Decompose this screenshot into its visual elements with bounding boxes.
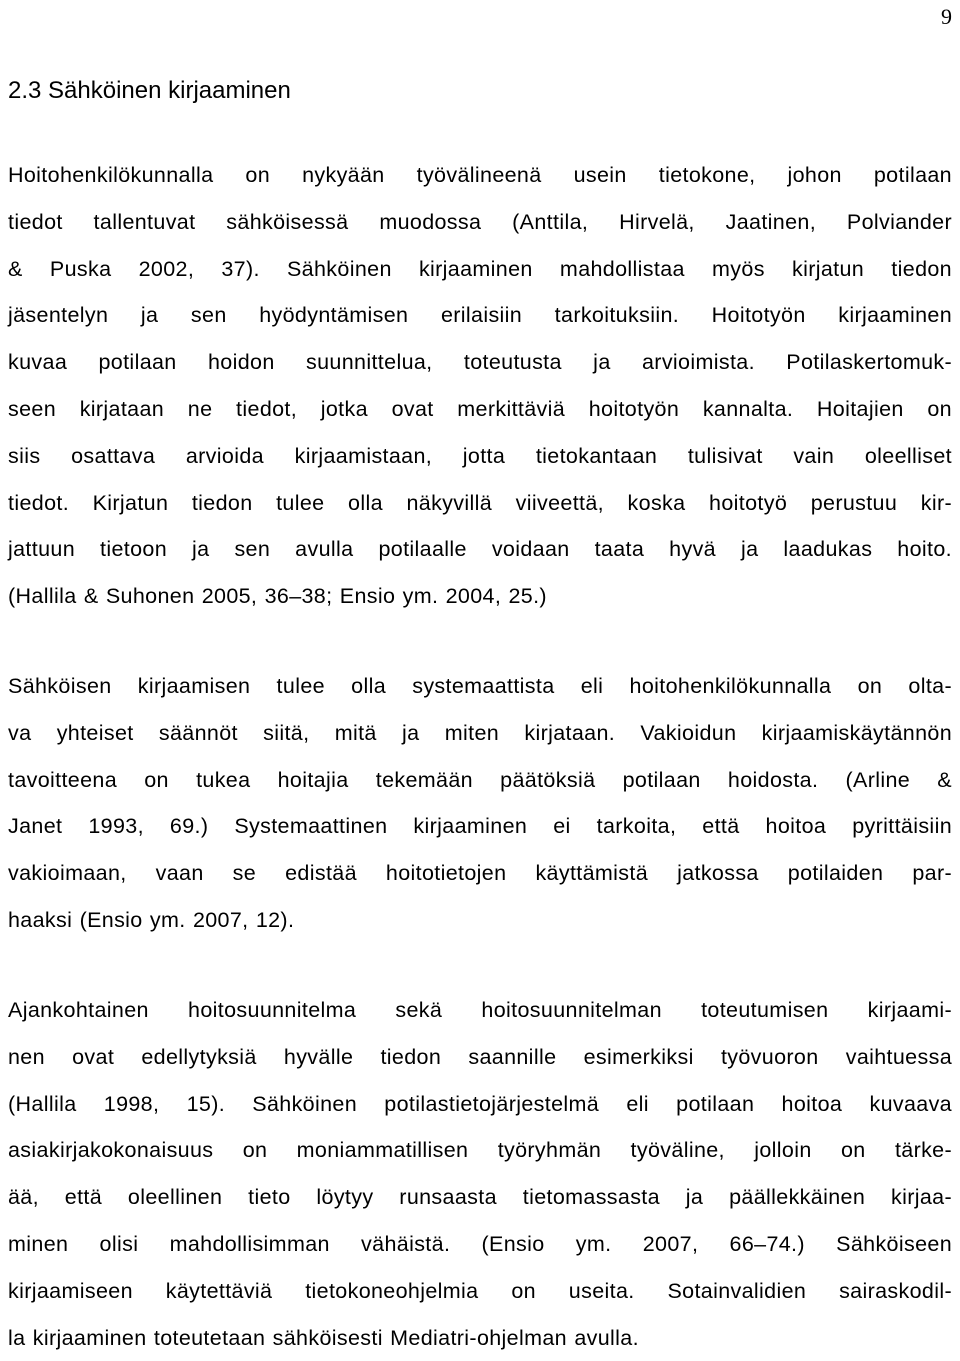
section-heading: 2.3 Sähköinen kirjaaminen (8, 77, 291, 104)
text-line: la kirjaaminen toteutetaan sähköisesti Mediatri-ohjelman avulla. (8, 1325, 639, 1350)
text-line: nen ovat edellytyksiä hyvälle tiedon saannille esimerkiksi työvuoron vaihtuessa (8, 1044, 952, 1069)
text-line: tiedot tallentuvat sähköisessä muodossa (Anttila, Hirvelä, Jaatinen, Polviander (8, 209, 952, 234)
text-line: & Puska 2002, 37). Sähköinen kirjaaminen mahdollistaa myös kirjatun tiedon (8, 256, 952, 281)
text-line: kuvaa potilaan hoidon suunnittelua, toteutusta ja arvioimista. Potilaskertomuk- (8, 350, 952, 375)
text-line: jäsentelyn ja sen hyödyntämisen erilaisiin tarkoituksiin. Hoitotyön kirjaaminen (8, 303, 952, 328)
text-line: jattuun tietoon ja sen avulla potilaalle voidaan taata hyvä ja laadukas hoito. (8, 537, 952, 562)
text-line: Hoitohenkilökunnalla on nykyään työvälineenä usein tietokone, johon potilaan (8, 163, 952, 187)
paragraph-care-plan (8, 987, 952, 1361)
text-line: kirjaamiseen käytettäviä tietokoneohjelmia on useita. Sotainvalidien sairaskodil- (8, 1278, 952, 1303)
paragraph-electronic-records (8, 152, 952, 620)
text-line: haaksi (Ensio ym. 2007, 12). (8, 907, 295, 932)
text-line: tiedot. Kirjatun tiedon tulee olla näkyvillä viiveettä, koska hoitotyö perustuu kir- (8, 490, 952, 515)
text-line: tavoitteena on tukea hoitajia tekemään päätöksiä potilaan hoidosta. (Arline & (8, 767, 952, 792)
text-line: vakioimaan, vaan se edistää hoitotietojen käyttämistä jatkossa potilaiden par- (8, 861, 952, 886)
text-line: (Hallila & Suhonen 2005, 36–38; Ensio ym. 2004, 25.) (8, 584, 547, 609)
text-line: seen kirjataan ne tiedot, jotka ovat merkittäviä hoitotyön kannalta. Hoitajien on (8, 396, 952, 421)
text-line: Ajankohtainen hoitosuunnitelma sekä hoitosuunnitelman toteutumisen kirjaami- (8, 998, 952, 1022)
text-line: (Hallila 1998, 15). Sähköinen potilastietojärjestelmä eli potilaan hoitoa kuvaava (8, 1091, 952, 1116)
text-line: asiakirjakokonaisuus on moniammatillisen työryhmän työväline, jolloin on tärke- (8, 1138, 952, 1163)
paragraph-systematic-recording (8, 663, 952, 944)
text-line: Sähköisen kirjaamisen tulee olla systemaattista eli hoitohenkilökunnalla on olta- (8, 674, 952, 698)
text-line: ää, että oleellinen tieto löytyy runsaasta tietomassasta ja päällekkäinen kirjaa- (8, 1185, 952, 1210)
text-line: va yhteiset säännöt siitä, mitä ja miten kirjataan. Vakioidun kirjaamiskäytännön (8, 720, 952, 745)
text-line: minen olisi mahdollisimman vähäistä. (Ensio ym. 2007, 66–74.) Sähköiseen (8, 1231, 952, 1256)
text-line: siis osattava arvioida kirjaamistaan, jotta tietokantaan tulisivat vain oleelliset (8, 443, 952, 468)
page-number: 9 (941, 4, 952, 29)
text-line: Janet 1993, 69.) Systemaattinen kirjaaminen ei tarkoita, että hoitoa pyrittäisiin (8, 814, 952, 839)
